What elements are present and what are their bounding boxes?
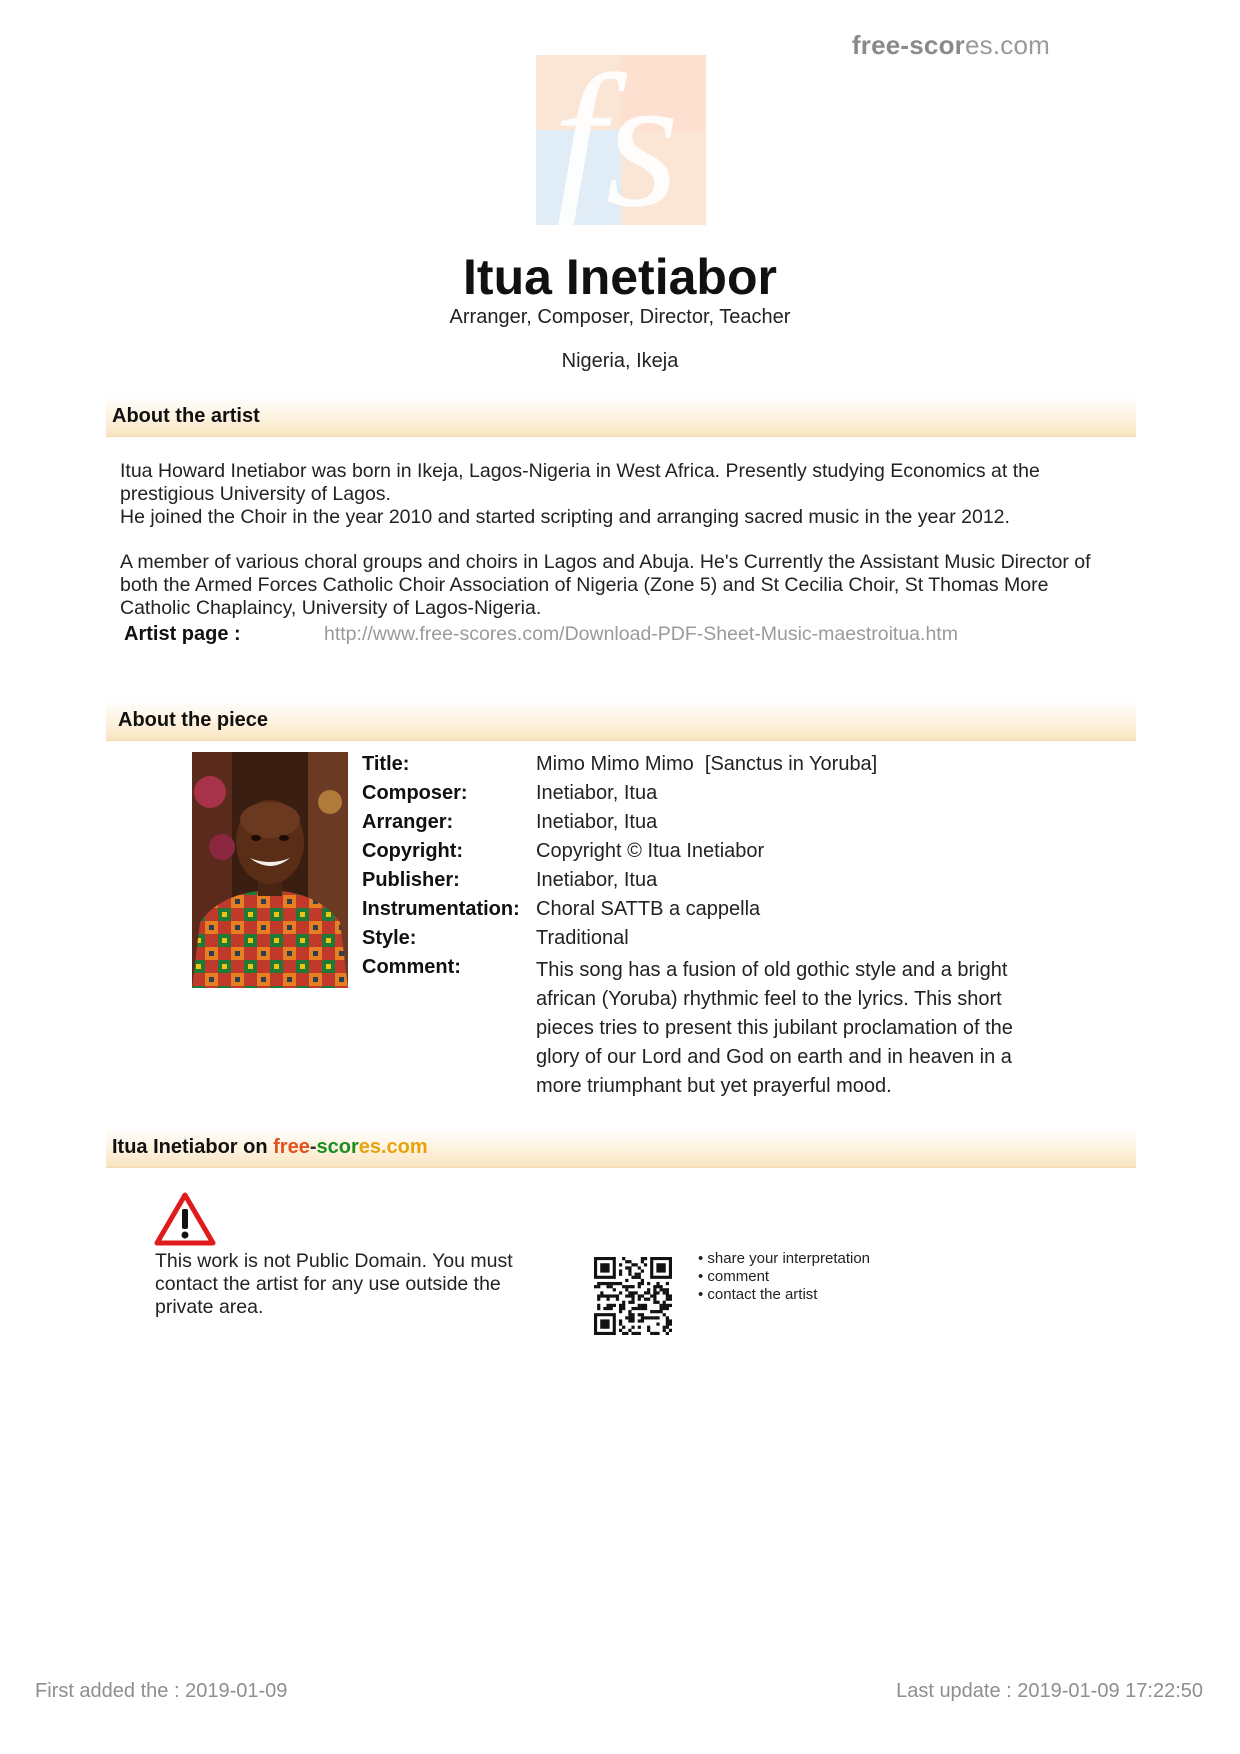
artist-actions-list: [698, 1250, 870, 1304]
piece-value-composer: Inetiabor, Itua: [536, 782, 658, 804]
artist-page-link[interactable]: http://www.free-scores.com/Download-PDF-Sheet-Music-maestroitua.htm: [324, 623, 958, 645]
piece-value-instrumentation: Choral SATTB a cappella: [536, 898, 761, 920]
first-added-date: First added the : 2019-01-09: [35, 1680, 288, 1702]
artist-name: Itua Inetiabor: [463, 249, 777, 305]
brand-free: free: [273, 1136, 310, 1158]
piece-row-title: [362, 750, 1036, 779]
site-logo-main: free-scor: [851, 30, 965, 60]
warning-icon: [154, 1192, 216, 1246]
piece-row-style: [362, 924, 1036, 953]
piece-value-arranger: Inetiabor, Itua: [536, 811, 658, 833]
section-title-on-site: [112, 1136, 428, 1159]
site-logo-tail: es.com: [964, 30, 1050, 60]
piece-label-composer: Composer:: [362, 782, 468, 804]
qr-code[interactable]: [594, 1257, 672, 1335]
brand-com: .com: [381, 1136, 428, 1158]
last-update-date: Last update : 2019-01-09 17:22:50: [896, 1680, 1203, 1702]
piece-label-title: Title:: [362, 753, 410, 775]
artist-roles: Arranger, Composer, Director, Teacher: [449, 306, 791, 328]
piece-value-publisher: Inetiabor, Itua: [536, 869, 658, 891]
piece-value-title: Mimo Mimo Mimo [Sanctus in Yoruba]: [536, 753, 878, 775]
piece-value-copyright: Copyright © Itua Inetiabor: [536, 840, 765, 862]
piece-label-arranger: Arranger:: [362, 811, 454, 833]
section-bar-about-artist: [106, 396, 1136, 437]
section-title-on-site-prefix: Itua Inetiabor on: [112, 1136, 274, 1158]
piece-row-arranger: [362, 808, 1036, 837]
section-title-about-artist: About the artist: [112, 405, 260, 427]
action-comment[interactable]: • comment: [698, 1268, 770, 1285]
piece-label-comment: Comment:: [362, 956, 461, 978]
bio-paragraph-1b: He joined the Choir in the year 2010 and started scripting and arranging sacred music in the year 2012.: [120, 506, 1010, 528]
piece-value-comment: This song has a fusion of old gothic style and a bright african (Yoruba) rhythmic feel to the lyrics. This short pieces tries to present this jubilant proclamation of the glory of our Lord and God on earth and in heaven in a more triumphant but yet prayerful mood.: [536, 959, 1013, 1097]
fs-logo: [536, 55, 706, 225]
bio-paragraph-2: A member of various choral groups and choirs in Lagos and Abuja. He's Currently the Assistant Music Director of both the Armed Forces Catholic Choir Association of Nigeria (Zone 5) and St Cecilia Choir, St Thomas More Catholic Chaplaincy, University of Lagos-Nigeria.: [120, 551, 1091, 619]
artist-page-label: Artist page :: [124, 623, 241, 645]
artist-location: Nigeria, Ikeja: [561, 350, 679, 372]
artist-bio: [120, 460, 1120, 642]
section-title-about-piece: About the piece: [118, 709, 269, 731]
piece-row-instrumentation: [362, 895, 1036, 924]
bio-paragraph-1: Itua Howard Inetiabor was born in Ikeja, Lagos-Nigeria in West Africa. Presently studying Economics at the prestigious University of Lagos.: [120, 460, 1040, 505]
artist-photo: [192, 752, 348, 988]
piece-label-publisher: Publisher:: [362, 869, 460, 891]
piece-row-publisher: [362, 866, 1036, 895]
public-domain-warning: This work is not Public Domain. You must contact the artist for any use outside the private area.: [155, 1250, 513, 1318]
brand-scor: scor: [316, 1136, 359, 1158]
brand-dash: -: [309, 1136, 317, 1158]
action-share-interpretation[interactable]: • share your interpretation: [698, 1250, 871, 1267]
piece-label-instrumentation: Instrumentation:: [362, 898, 520, 920]
brand-es: es: [358, 1136, 381, 1158]
piece-row-comment: [362, 953, 1036, 1101]
piece-row-copyright: [362, 837, 1036, 866]
piece-label-style: Style:: [362, 927, 417, 949]
site-logo[interactable]: [852, 30, 1050, 61]
section-bar-about-piece: [106, 700, 1136, 741]
piece-row-composer: [362, 779, 1036, 808]
action-contact-artist[interactable]: • contact the artist: [698, 1286, 818, 1303]
piece-value-style: Traditional: [536, 927, 629, 949]
piece-details-table: [362, 750, 1036, 1101]
piece-label-copyright: Copyright:: [362, 840, 464, 862]
fs-logo-letters: fs: [552, 55, 680, 225]
section-bar-on-site: [106, 1127, 1136, 1168]
